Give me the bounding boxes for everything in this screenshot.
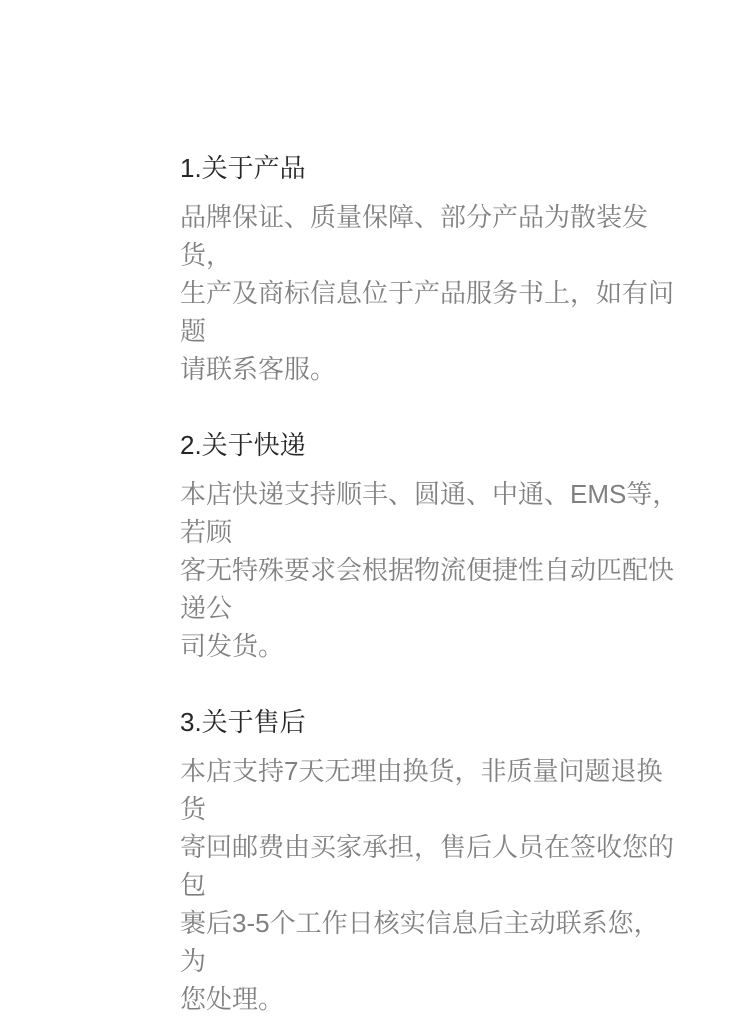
section-heading: 3.关于售后 bbox=[180, 707, 306, 737]
section-heading: 1.关于产品 bbox=[180, 153, 306, 183]
section-body-line: 您处理。 bbox=[180, 984, 285, 1014]
section-body-line: 品牌保证、质量保障、部分产品为散装发货， bbox=[180, 202, 649, 270]
section-about-aftersales bbox=[180, 705, 680, 1018]
section-body-line: 本店快递支持顺丰、圆通、中通、EMS等，若顾 bbox=[180, 479, 679, 547]
section-about-product bbox=[180, 151, 680, 388]
section-body-line: 请联系客服。 bbox=[180, 354, 337, 384]
section-body-line: 本店支持7天无理由换货，非质量问题退换货 bbox=[180, 756, 663, 824]
section-body-line: 裹后3-5个工作日核实信息后主动联系您，为 bbox=[180, 908, 660, 976]
section-body-line: 客无特殊要求会根据物流便捷性自动匹配快递公 bbox=[180, 555, 675, 623]
section-body-line: 司发货。 bbox=[180, 631, 285, 661]
section-body-line: 生产及商标信息位于产品服务书上，如有问题 bbox=[180, 278, 675, 346]
section-body-line: 寄回邮费由买家承担，售后人员在签收您的包 bbox=[180, 832, 675, 900]
section-heading: 2.关于快递 bbox=[180, 430, 306, 460]
section-about-shipping bbox=[180, 428, 680, 665]
